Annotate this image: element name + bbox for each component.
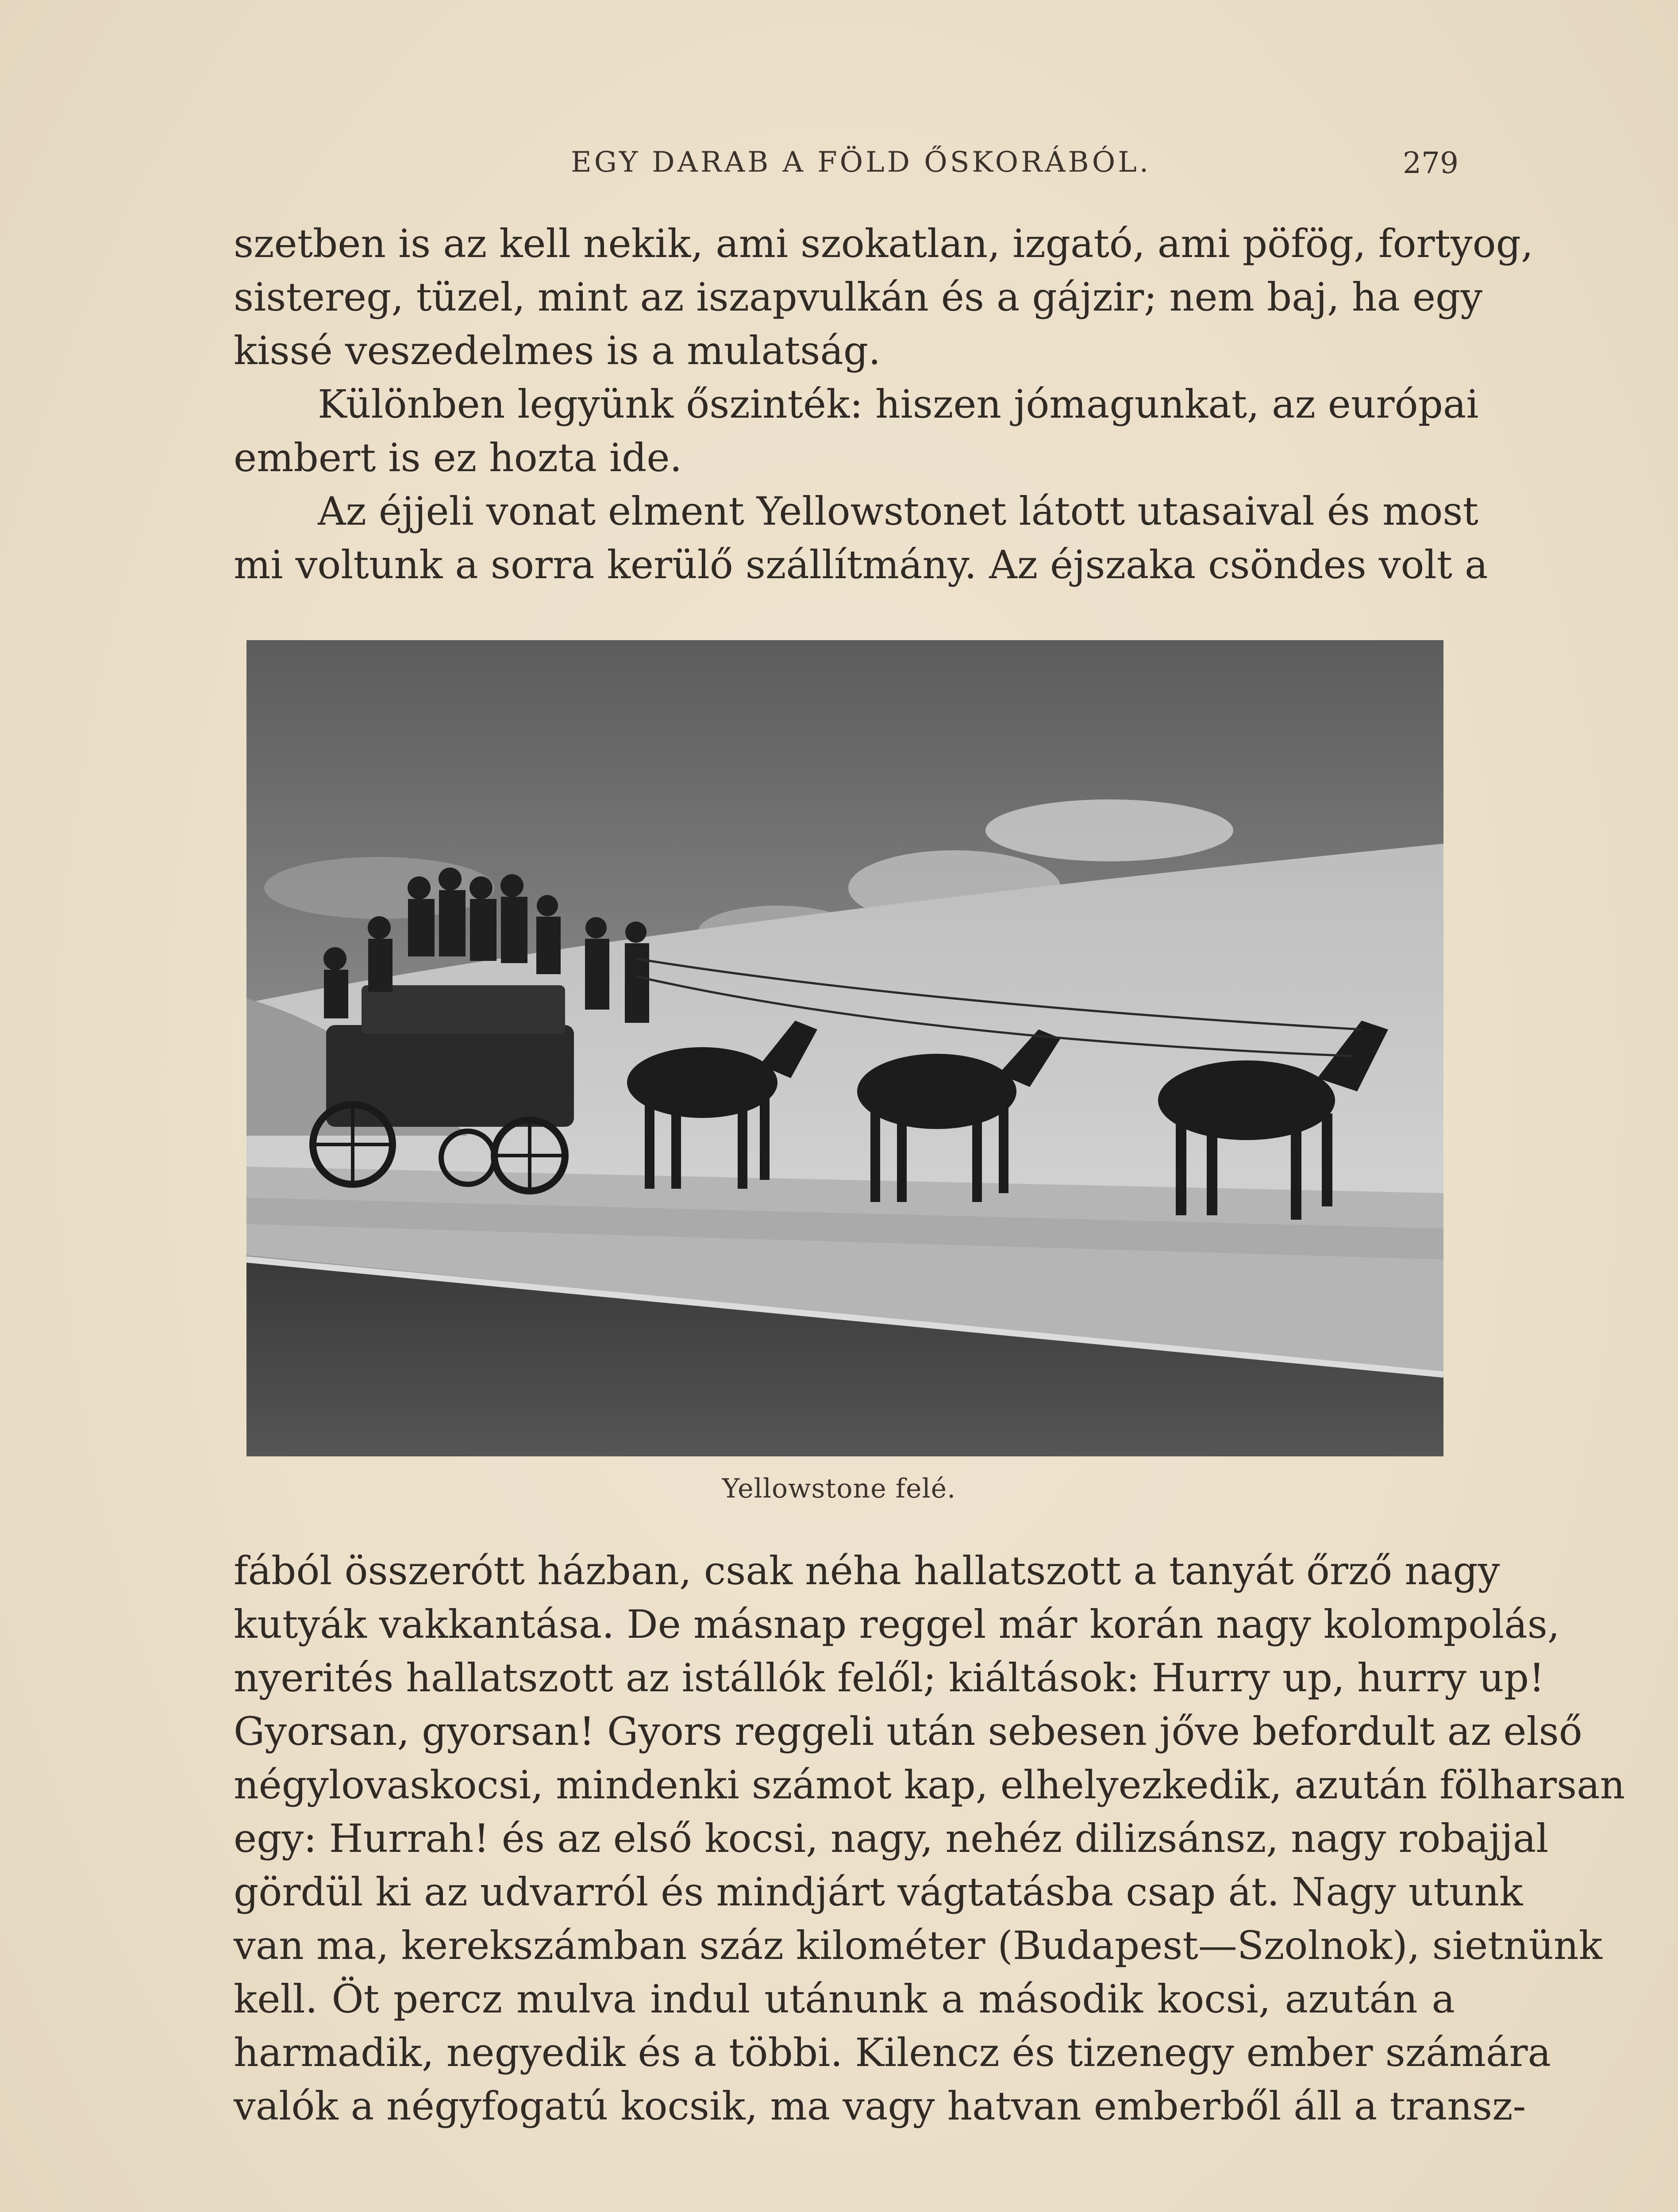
text-line: gördül ki az udvarról és mindjárt vágtatásba csap át. Nagy utunk [234, 1869, 1523, 1915]
text-line: mi voltunk a sorra kerülő szállítmány. Az éjszaka csöndes volt a [234, 542, 1488, 588]
text-line: sistereg, tüzel, mint az iszapvulkán és a gájzir; nem baj, ha egy [234, 274, 1483, 320]
text-line: kissé veszedelmes is a mulatság. [234, 328, 881, 373]
figure-caption: Yellowstone felé. [722, 1473, 956, 1504]
stagecoach-photograph [246, 640, 1443, 1456]
text-line: kutyák vakkantása. De másnap reggel már korán nagy kolompolás, [234, 1601, 1560, 1647]
text-line: van ma, kerekszámban száz kilométer (Budapest—Szolnok), sietnünk [234, 1923, 1602, 1968]
text-line: valók a négyfogatú kocsik, ma vagy hatvan emberből áll a transz- [234, 2083, 1526, 2129]
page-number: 279 [1403, 146, 1459, 180]
text-line: nyerités hallatszott az istállók felől; kiáltások: Hurry up, hurry up! [234, 1655, 1545, 1701]
text-block-top [234, 217, 1533, 591]
text-line: harmadik, negyedik és a többi. Kilencz és tizenegy ember számára [234, 2030, 1551, 2075]
text-line: embert is ez hozta ide. [234, 435, 682, 480]
text-line: kell. Öt percz mulva indul utánunk a második kocsi, azután a [234, 1976, 1455, 2022]
text-line: Az éjjeli vonat elment Yellowstonet látott utasaival és most [318, 488, 1478, 534]
text-line: Gyorsan, gyorsan! Gyors reggeli után sebesen jőve befordult az első [234, 1709, 1582, 1754]
text-line: négylovaskocsi, mindenki számot kap, elhelyezkedik, azután fölharsan [234, 1762, 1625, 1808]
running-head: EGY DARAB A FÖLD ŐSKORÁBÓL. [571, 146, 1151, 179]
text-line: fából összerótt házban, csak néha hallatszott a tanyát őrző nagy [234, 1548, 1500, 1594]
text-line: szetben is az kell nekik, ami szokatlan, izgató, ami pöfög, fortyog, [234, 221, 1533, 266]
text-block-bottom [234, 1544, 1625, 2133]
text-line: Különben legyünk őszinték: hiszen jómagunkat, az európai [318, 381, 1479, 427]
text-line: egy: Hurrah! és az első kocsi, nagy, nehéz dilizsánsz, nagy robajjal [234, 1816, 1549, 1861]
